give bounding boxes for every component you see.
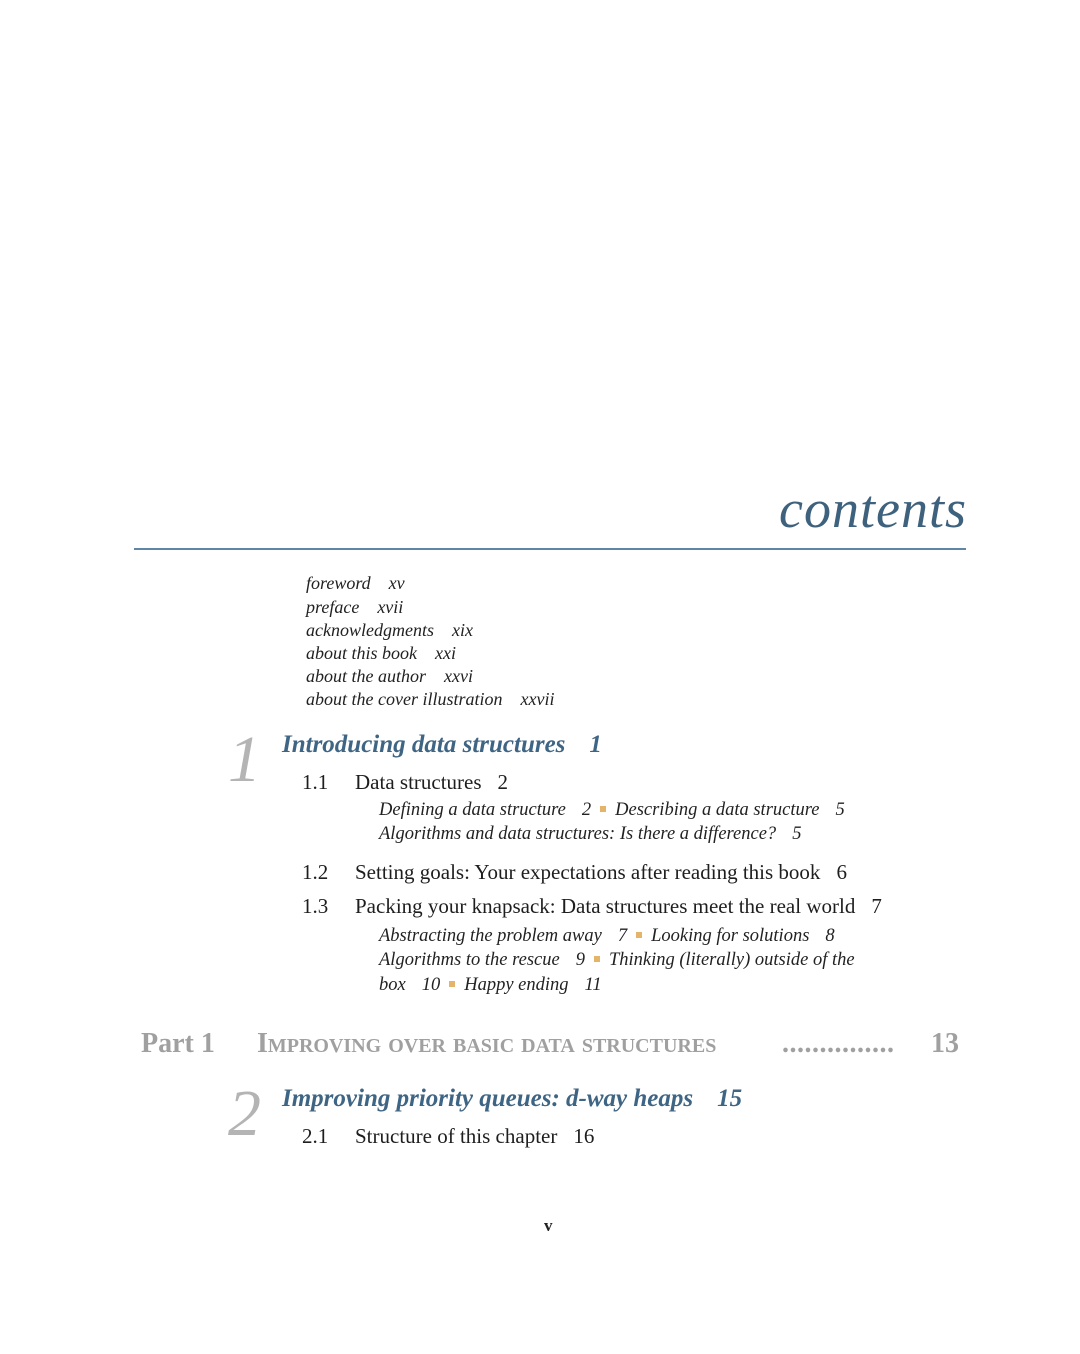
subsection-label[interactable]: Algorithms to the rescue	[379, 950, 560, 970]
subsection-page: 5	[835, 800, 845, 820]
subsection-line	[379, 824, 801, 845]
title-rule	[134, 548, 966, 550]
section-title: Setting goals: Your expectations after reading this book	[355, 860, 821, 884]
part-title[interactable]: Improving over basic data structures	[257, 1028, 717, 1059]
bullet-separator-icon	[600, 806, 606, 812]
subsection-page: 5	[792, 824, 802, 844]
bullet-separator-icon	[636, 932, 642, 938]
subsection-page: 10	[421, 975, 441, 995]
subsection-line	[379, 950, 855, 971]
front-matter-page: xix	[451, 620, 473, 640]
subsection-line	[379, 800, 845, 821]
page-folio: v	[544, 1216, 553, 1235]
front-matter-label: acknowledgments	[306, 620, 434, 640]
subsection-label[interactable]: Looking for solutions	[651, 926, 810, 946]
chapter-title-text: Improving priority queues: d-way heaps	[282, 1085, 694, 1112]
section-page: 6	[836, 860, 847, 884]
part-label: Part 1	[141, 1028, 215, 1059]
front-matter-item[interactable]	[306, 620, 473, 641]
section-title: Structure of this chapter	[355, 1124, 558, 1148]
front-matter-label: preface	[306, 597, 360, 617]
subsection-label[interactable]: Defining a data structure	[379, 800, 566, 820]
front-matter-label: about the cover illustration	[306, 689, 503, 709]
front-matter-item[interactable]	[306, 666, 473, 687]
subsection-page: 9	[575, 950, 585, 970]
front-matter-item[interactable]	[306, 573, 405, 594]
front-matter-page: xxvii	[520, 689, 555, 709]
front-matter-item[interactable]	[306, 597, 403, 618]
chapter-1-title[interactable]	[282, 731, 602, 759]
section-page: 16	[573, 1124, 595, 1148]
section-number: 1.3	[302, 894, 329, 918]
subsection-page: 7	[617, 926, 628, 946]
section-number: 1.2	[302, 860, 329, 884]
section-1-2[interactable]	[355, 860, 847, 885]
subsection-page: 11	[584, 975, 602, 995]
chapter-title-text: Introducing data structures	[282, 731, 566, 758]
section-number: 1.1	[302, 770, 329, 794]
section-2-1[interactable]	[355, 1124, 594, 1149]
front-matter-page: xv	[388, 573, 405, 593]
front-matter-label: about the author	[306, 666, 426, 686]
subsection-label[interactable]: Algorithms and data structures: Is there a difference?	[379, 824, 777, 844]
section-title: Data structures	[355, 770, 482, 794]
subsection-page: 8	[825, 926, 835, 946]
subsection-label[interactable]: Happy ending	[464, 975, 569, 995]
subsection-page: 2	[581, 800, 592, 820]
subsection-line	[379, 975, 602, 996]
contents-title: contents	[779, 479, 967, 539]
chapter-2-title[interactable]	[282, 1085, 742, 1113]
front-matter-label: about this book	[306, 643, 417, 663]
section-title: Packing your knapsack: Data structures meet the real world	[355, 894, 856, 918]
chapter-page: 15	[717, 1085, 743, 1112]
section-page: 2	[497, 770, 509, 794]
front-matter-item[interactable]	[306, 689, 554, 710]
front-matter-page: xxi	[435, 643, 456, 663]
chapter-1-number: 1	[228, 723, 261, 796]
chapter-2-number: 2	[228, 1077, 261, 1150]
part-leader-dots: ...............	[782, 1028, 895, 1059]
section-page: 7	[871, 894, 882, 918]
subsection-label[interactable]: Describing a data structure	[615, 800, 820, 820]
subsection-line	[379, 926, 835, 947]
subsection-label[interactable]: Thinking (literally) outside of the	[608, 950, 855, 970]
subsection-label[interactable]: Abstracting the problem away	[379, 926, 602, 946]
front-matter-page: xxvi	[444, 666, 473, 686]
front-matter-label: foreword	[306, 573, 371, 593]
subsection-label[interactable]: box	[379, 975, 406, 995]
section-1-3[interactable]	[355, 894, 882, 919]
bullet-separator-icon	[594, 956, 600, 962]
chapter-page: 1	[589, 731, 602, 758]
section-1-1[interactable]	[355, 770, 508, 795]
front-matter-page: xvii	[377, 597, 404, 617]
bullet-separator-icon	[449, 981, 455, 987]
section-number: 2.1	[302, 1124, 329, 1148]
front-matter-item[interactable]	[306, 643, 456, 664]
part-page: 13	[931, 1028, 959, 1059]
